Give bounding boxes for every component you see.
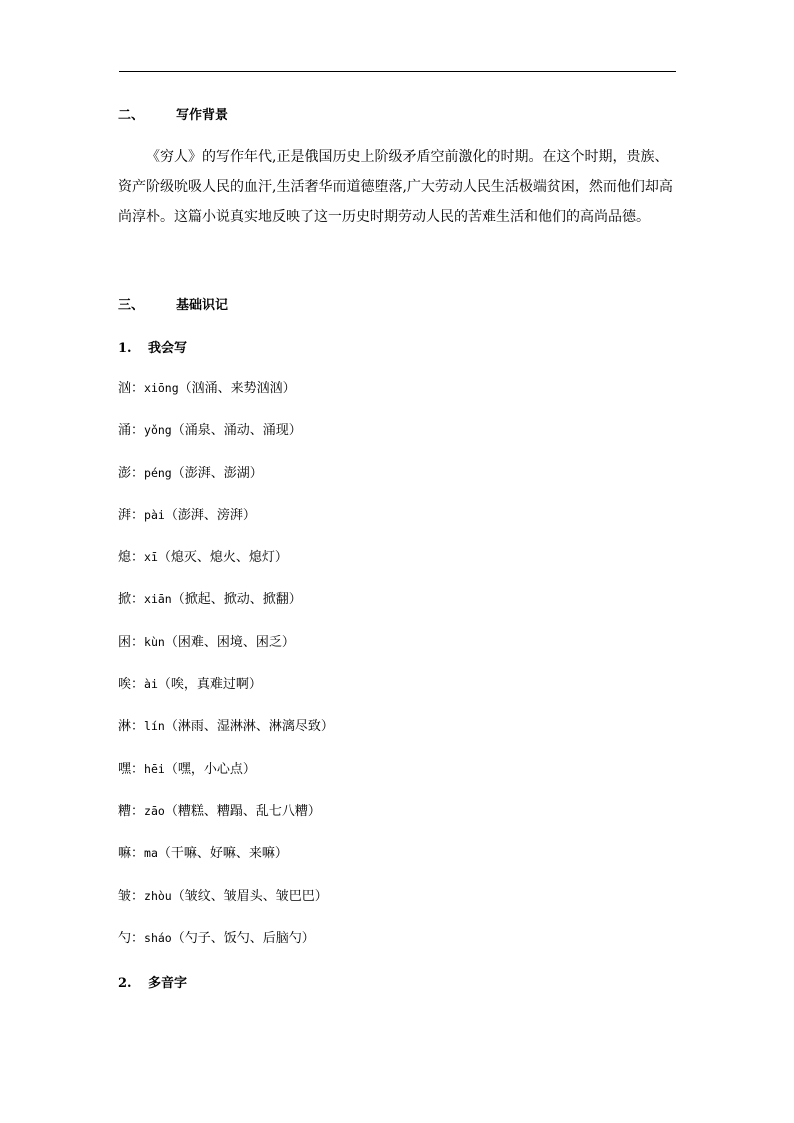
vocab-char: 涌 <box>118 423 132 439</box>
sub-heading-polyphones <box>118 972 187 991</box>
vocab-colon: ： <box>131 381 145 396</box>
vocab-pinyin: lín <box>144 719 165 734</box>
vocab-item <box>118 421 334 463</box>
vocab-colon: ： <box>131 677 145 693</box>
vocab-char: 汹 <box>118 381 132 396</box>
vocab-char: 淋 <box>118 719 132 735</box>
vocab-char: 湃 <box>118 507 132 523</box>
section-heading-background <box>118 104 228 123</box>
vocab-pinyin: kùn <box>144 634 165 649</box>
vocab-pinyin: xiān <box>144 592 172 607</box>
sub-title: 多音字 <box>148 976 188 991</box>
vocab-char: 熄 <box>118 550 132 566</box>
vocab-item <box>118 760 334 802</box>
vocab-words: （澎湃、滂湃） <box>164 507 256 523</box>
vocab-char: 困 <box>118 634 132 650</box>
vocab-pinyin: sháo <box>144 930 172 945</box>
vocab-pinyin: péng <box>144 465 172 480</box>
vocab-pinyin: yǒng <box>144 423 172 438</box>
vocab-words: （皱纹、皱眉头、皱巴巴） <box>171 888 328 904</box>
vocab-item <box>118 929 334 971</box>
vocab-colon: ： <box>131 761 145 777</box>
vocab-item <box>118 590 334 632</box>
vocab-colon: ： <box>131 930 145 946</box>
section-title: 基础识记 <box>176 298 229 313</box>
vocab-words: （嘿，小心点） <box>164 761 256 777</box>
section-number: 三、 <box>118 298 145 313</box>
header-rule <box>119 71 676 72</box>
vocab-colon: ： <box>131 423 145 439</box>
vocab-words: （困难、困境、困乏） <box>164 634 295 650</box>
section-heading-basics <box>118 294 228 313</box>
vocab-words: （掀起、掀动、掀翻） <box>171 592 302 608</box>
vocab-pinyin: ma <box>144 846 158 861</box>
section-title: 写作背景 <box>176 108 229 123</box>
vocab-item <box>118 379 334 421</box>
vocab-colon: ： <box>131 634 145 650</box>
section-number: 二、 <box>118 108 145 123</box>
vocab-words: （唉，真难过啊） <box>157 677 262 693</box>
vocab-pinyin: hēi <box>144 761 165 776</box>
vocab-item <box>118 506 334 548</box>
vocab-pinyin: zhòu <box>144 888 172 903</box>
vocab-char: 嘛 <box>118 846 132 862</box>
vocab-pinyin: pài <box>144 507 165 522</box>
sub-title: 我会写 <box>148 341 188 356</box>
vocab-item <box>118 844 334 886</box>
vocab-item <box>118 633 334 675</box>
vocab-colon: ： <box>131 465 145 481</box>
vocab-char: 唉 <box>118 677 132 693</box>
vocab-char: 澎 <box>118 465 132 481</box>
vocab-char: 嘿 <box>118 761 132 777</box>
vocab-colon: ： <box>131 888 145 904</box>
vocab-char: 掀 <box>118 592 132 608</box>
vocab-words: （干嘛、好嘛、来嘛） <box>157 846 288 862</box>
vocab-pinyin: zāo <box>144 803 165 818</box>
vocab-words: （勺子、饭勺、后脑勺） <box>171 930 315 946</box>
vocab-item <box>118 802 334 844</box>
vocab-words: （熄灭、熄火、熄灯） <box>157 550 288 566</box>
vocab-words: （汹涌、来势汹汹） <box>178 381 296 396</box>
vocab-item <box>118 548 334 590</box>
vocab-colon: ： <box>131 846 145 862</box>
vocab-colon: ： <box>131 507 145 523</box>
sub-number: 1. <box>118 341 132 356</box>
vocab-words: （涌泉、涌动、涌现） <box>171 423 302 439</box>
vocab-list <box>118 379 334 971</box>
vocab-colon: ： <box>131 592 145 608</box>
vocab-item <box>118 717 334 759</box>
vocab-pinyin: ài <box>144 677 158 692</box>
vocab-words: （糟糕、糟蹋、乱七八糟） <box>164 803 321 819</box>
background-paragraph: 《穷人》的写作年代,正是俄国历史上阶级矛盾空前激化的时期。在这个时期，贵族、资产阶级吮吸人民的血汗,生活奢华而道德堕落,广大劳动人民生活极端贫困，然而他们却高尚淳朴。这篇小说真实地反映了这一历史时期劳动人民的苦难生活和他们的高尚品德。 <box>118 149 673 225</box>
vocab-char: 皱 <box>118 888 132 904</box>
vocab-item <box>118 887 334 929</box>
vocab-pinyin: xī <box>144 550 158 565</box>
sub-heading-writing <box>118 337 187 356</box>
vocab-pinyin: xiōng <box>144 381 179 395</box>
vocab-colon: ： <box>131 803 145 819</box>
vocab-char: 糟 <box>118 803 132 819</box>
vocab-char: 勺 <box>118 930 132 946</box>
vocab-words: （淋雨、湿淋淋、淋漓尽致） <box>164 719 334 735</box>
vocab-item <box>118 675 334 717</box>
vocab-words: （澎湃、澎湖） <box>171 465 263 481</box>
vocab-item <box>118 464 334 506</box>
vocab-colon: ： <box>131 550 145 566</box>
vocab-colon: ： <box>131 719 145 735</box>
sub-number: 2. <box>118 976 132 991</box>
